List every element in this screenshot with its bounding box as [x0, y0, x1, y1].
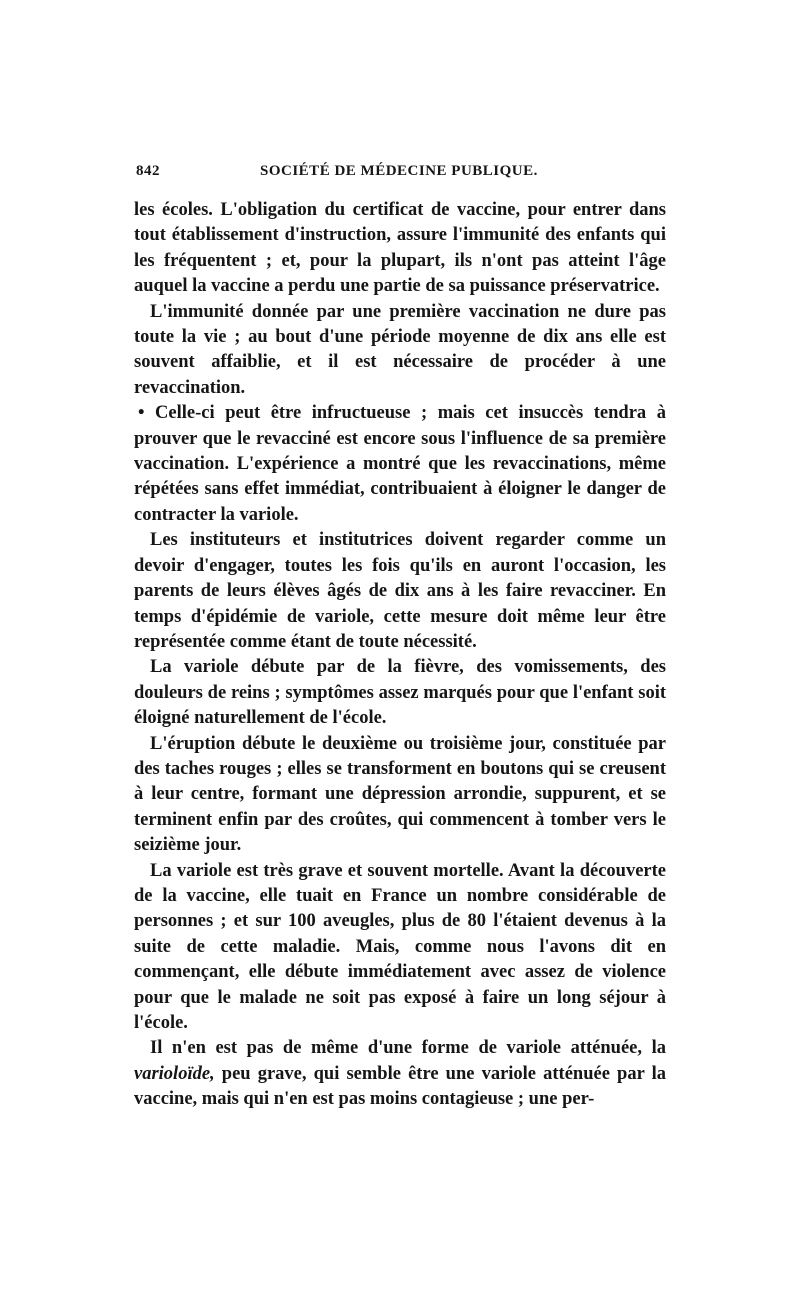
- paragraph-3: • Celle-ci peut être infructueuse ; mais cet insuccès tendra à prouver que le revacciné est encore sous l'influence de sa première vaccination. L'expérience a montré que les revaccinations, même répétées sans effet immédiat, contribuaient à éloigner le danger de contracter la variole.: [134, 403, 666, 525]
- paragraph-6: L'éruption débute le deuxième ou troisième jour, constituée par des taches rouges ; elles se transforment en boutons qui se creusent à leur centre, formant une dépression arrondie, suppurent, et se terminent enfin par des croûtes, qui commencent à tomber vers le seizième jour.: [134, 733, 666, 856]
- paragraph-2: L'immunité donnée par une première vaccination ne dure pas toute la vie ; au bout d'une période moyenne de dix ans elle est souvent affaiblie, et il est nécessaire de procéder à une revaccination.: [134, 301, 666, 398]
- running-title: SOCIÉTÉ DE MÉDECINE PUBLIQUE.: [260, 163, 538, 179]
- running-head: [136, 163, 666, 187]
- page-number: 842: [136, 163, 160, 179]
- paragraph-4: Les instituteurs et institutrices doivent regarder comme un devoir d'engager, toutes les fois qu'ils en auront l'occasion, les parents de leurs élèves âgés de dix ans à les faire revacciner. En temps d'épidémie de variole, cette mesure doit même leur être représentée comme étant de toute nécessité.: [134, 530, 666, 652]
- paragraph-7: La variole est très grave et souvent mortelle. Avant la découverte de la vaccine, elle tuait en France un nombre considérable de personnes ; et sur 100 aveugles, plus de 80 l'étaient devenus à la suite de cette maladie. Mais, comme nous l'avons dit en commençant, elle débute immédiatement avec assez de violence pour que le malade ne soit pas exposé à faire un long séjour à l'école.: [134, 860, 666, 1033]
- italic-term: varioloïde,: [134, 1063, 215, 1084]
- paragraph-5: La variole débute par de la fièvre, des vomissements, des douleurs de reins ; symptômes assez marqués pour que l'enfant soit éloigné naturellement de l'école.: [134, 657, 666, 729]
- paragraph-8-start: Il n'en est pas de même d'une forme de variole atténuée, la: [150, 1038, 666, 1059]
- body-text: [134, 198, 666, 1113]
- paragraph-8-end: peu grave, qui semble être une variole atténuée par la vaccine, mais qui n'en est pas moins contagieuse ; une per-: [134, 1063, 666, 1110]
- paragraph-1: les écoles. L'obligation du certificat de vaccine, pour entrer dans tout établissement d'instruction, assure l'immunité des enfants qui les fréquentent ; et, pour la plupart, ils n'ont pas atteint l'âge auquel la vaccine a perdu une partie de sa puissance préservatrice.: [134, 200, 666, 297]
- paragraph-8: [134, 1036, 666, 1112]
